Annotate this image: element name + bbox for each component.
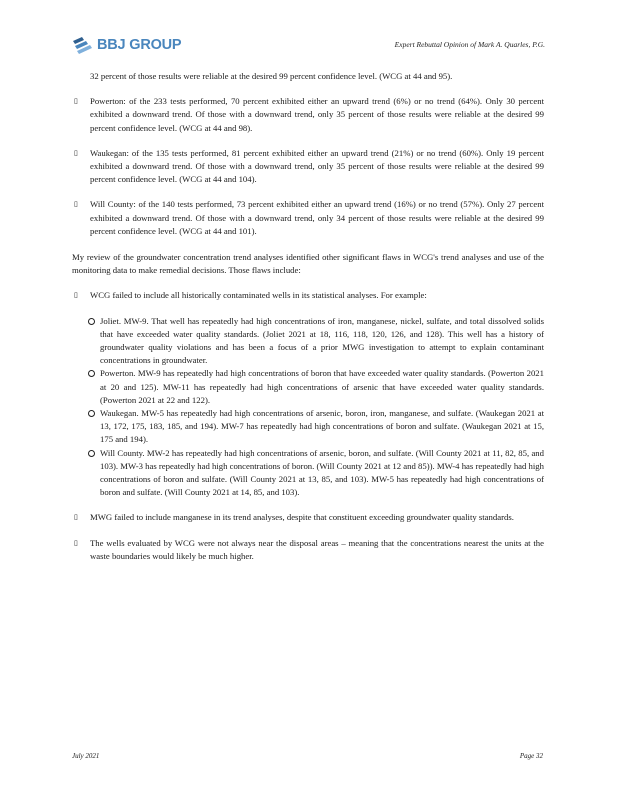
circle-bullet-icon [88,318,95,325]
list-item [72,407,544,447]
list-item [72,95,544,135]
list-item-text: Waukegan: of the 135 tests performed, 81 percent exhibited either an upward trend (21%) or no trend (60%). Only 19 percent exhibited a downward trend. Of those with a downward trend, only 35 percent of those results were reliable at the desired 99 percent confidence level. (WCG at 44 and 104). [90,147,544,185]
list-item-text: Will County: of the 140 tests performed, 73 percent exhibited either an upward trend (16%) or no trend (57%). Only 27 percent exhibited a downward trend. Of those with a downward trend, only 34 percent of those results were reliable at the desired 99 percent confidence level. (WCG at 44 and 101). [90,199,544,236]
bullet-icon: ▯ [74,291,78,300]
circle-bullet-icon [88,370,95,377]
list-item-text: Joliet. MW-9. That well has repeatedly had high concentrations of iron, manganese, nickel, sulfate, and total dissolved solids that have exceeded water quality standards. (Joliet 2021 at 18, 116, 118, 120, 126, and 128). This well has a history of groundwater quality violations and has been a focus of a prior MWG investigation to attempt to explain contaminant concentrations in groundwater. [100,315,544,366]
circle-bullet-icon [88,410,95,417]
bbj-logo-icon [72,35,94,55]
list-item [72,289,544,302]
list-item [72,447,544,500]
bullet-icon: ▯ [74,513,78,522]
list-item [72,537,544,563]
list-item [72,315,544,368]
bullet-icon: ▯ [74,97,78,106]
list-item-text: Powerton: of the 233 tests performed, 70 percent exhibited either an upward trend (6%) or no trend (64%). Only 30 percent exhibited a downward trend. Of those with a downward trend, only 35 percent of those results were reliable at the desired 99 percent confidence level. (WCG at 44 and 98). [90,96,544,133]
page-body [72,70,544,563]
footer-date: July 2021 [72,752,100,760]
company-logo [72,35,181,55]
review-paragraph: My review of the groundwater concentration trend analyses identified other significant flaws in WCG's trend analyses and use of the monitoring data to make remedial decisions. Those flaws include: [72,252,544,276]
list-item [72,147,544,187]
list-item [72,198,544,238]
list-item [72,367,544,407]
bullet-icon: ▯ [74,538,78,547]
list-item-text: Will County. MW-2 has repeatedly had high concentrations of arsenic, boron, and sulfate. (Will County 2021 at 11, 82, 85, and 103). MW-3 has repeatedly had high concentrations of boron. (Will County 2021 at 12 and 85)). MW-4 has repeatedly had high concentrations of boron and sulfate. (Will County 2021 at 13, 85, and 103). MW-5 has repeatedly had high concentrations of boron and sulfate. (Will County 2021 at 14, 85, and 103). [100,447,544,498]
list-item-text: Waukegan. MW-5 has repeatedly had high concentrations of arsenic, boron, iron, manganese, and sulfate. (Waukegan 2021 at 13, 172, 175, 183, 185, and 194). MW-7 has repeatedly had high concentrations of boron and sulfate. (Waukegan 2021 at 15, 175 and 194). [100,408,544,445]
logo-text: BBJ GROUP [97,37,182,53]
bullet-icon: ▯ [74,148,78,157]
list-item-text: Powerton. MW-9 has repeatedly had high concentrations of boron that have exceeded water quality standards. (Powerton 2021 at 20 and 125). MW-11 has repeatedly had high concentrations of arsenic that have exceeded water quality standards. (Powerton 2021 at 22 and 122). [100,368,544,405]
list-item-text: WCG failed to include all historically contaminated wells in its statistical analyses. For example: [90,290,427,301]
page-number: Page 32 [519,752,543,760]
continuation-text: 32 percent of those results were reliable at the desired 99 percent confidence level. (WCG at 44 and 95). [90,71,453,81]
list-item [72,511,544,524]
list-item-text: MWG failed to include manganese in its trend analyses, despite that constituent exceeding groundwater quality standards. [90,512,514,523]
bullet-icon: ▯ [74,200,78,209]
header-title: Expert Rebuttal Opinion of Mark A. Quarles, P.G. [394,40,545,49]
list-item-text: The wells evaluated by WCG were not always near the disposal areas – meaning that the concentrations nearest the units at the waste boundaries would likely be much higher. [90,537,544,561]
example-list [72,315,544,500]
circle-bullet-icon [88,450,95,457]
